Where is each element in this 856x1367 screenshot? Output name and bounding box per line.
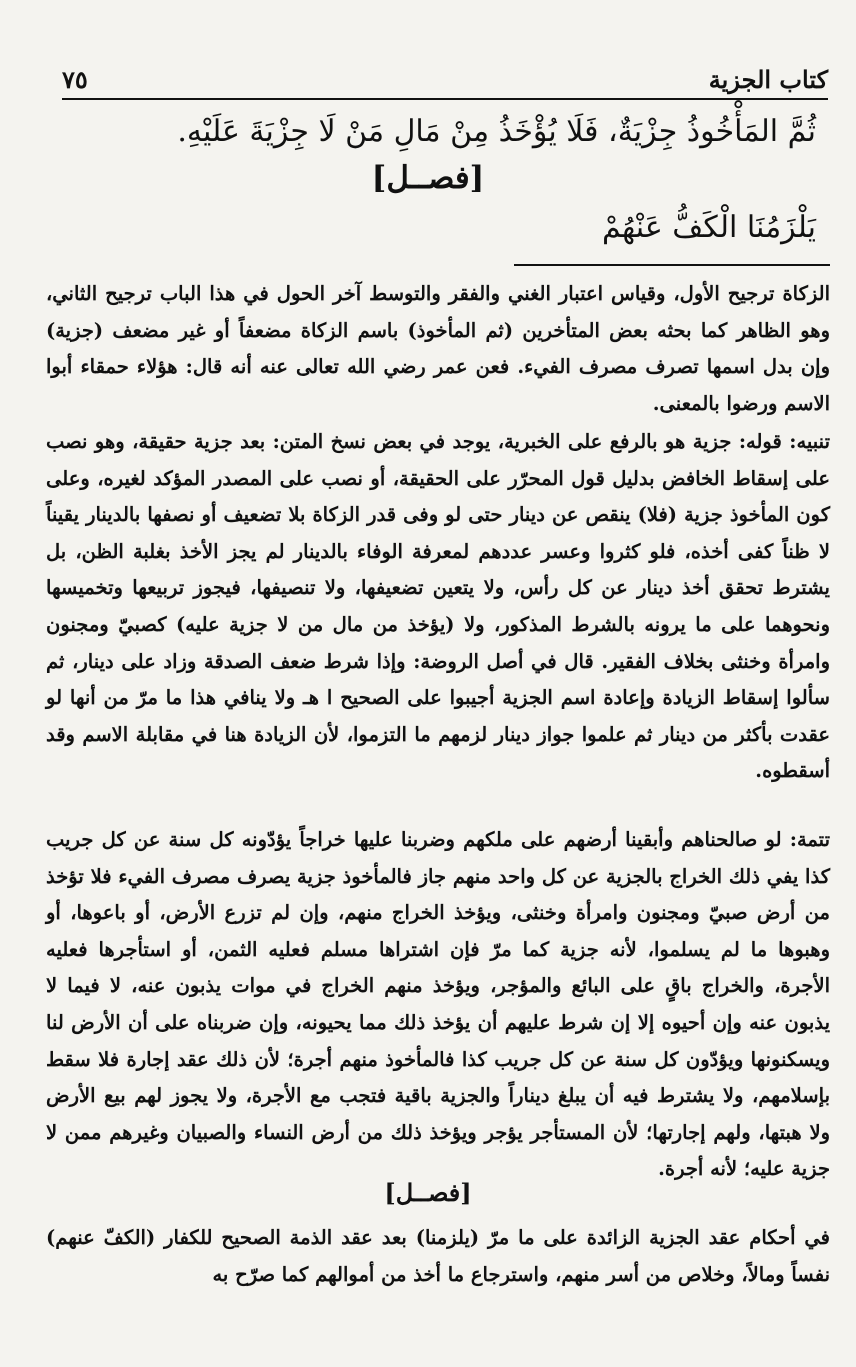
commentary-paragraph-2 <box>46 424 830 790</box>
commentary-text: تتمة: لو صالحناهم وأبقينا أرضهم على ملكهم وضربنا عليها خراجاً يؤدّونه كل سنة عن كل جريب كذا يفي ذلك الخراج بالجزية عن كل واحد منهم جاز فالمأخوذ جزية يصرف مصرف الفيء فلا تؤخذ من أرض صبيّ ومجنون وامرأة وخنثى، ويؤخذ الخراج منهم، وإن لم تزرع الأرض، أو باعوها، أو وهبوها ما لم يسلموا، لأنه جزية كما مرّ فإن اشتراها مسلم فعليه الثمن، أو استأجرها فعليه الأجرة، والخراج باقٍ على البائع والمؤجر، ويؤخذ منهم الخراج في موات يذبون عنه، لا فيما لا يذبون عنه وإن أحيوه إلا إن شرط عليهم أن يؤخذ ذلك مما يحيونه، وإن ضربناه على أن الأرض لنا ويسكنونها ويؤدّون كل سنة عن كل جريب كذا فالمأخوذ منهم أجرة؛ لأن ذلك عقد إجارة فلا سقط بإسلامهم، ولا يشترط فيه أن يبلغ ديناراً والجزية باقية فتجب مع الأجرة، ولا يجوز لهم بيع الأرض ولا هبتها، ولهم إجارتها؛ لأن المستأجر يؤجر ويؤخذ ذلك من أرض النساء والصبيان وغيرهم ممن لا جزية عليه؛ لأنه أجرة. <box>46 828 830 1181</box>
footnote-divider <box>514 264 830 266</box>
running-header <box>62 58 828 100</box>
matn-line-1: ثُمَّ المَأْخُوذُ جِزْيَةٌ، فَلَا يُؤْخَذُ مِنْ مَالِ مَنْ لَا جِزْيَةَ عَلَيْهِ. <box>177 114 816 149</box>
commentary-paragraph-3 <box>46 822 830 1188</box>
commentary-paragraph-4 <box>46 1220 830 1293</box>
commentary-text: تنبيه: قوله: جزية هو بالرفع على الخبرية، يوجد في بعض نسخ المتن: بعد جزية حقيقة، وهو نصب على إسقاط الخافض بدليل قول المحرّر على الحقيقة، أو نصب على المصدر المؤكد لغيره، وعلى كون المأخوذ جزية (فلا) ينقص عن دينار حتى لو وفى قدر الزكاة بلا تضعيف أو نصفها بالدينار يقيناً لا ظناً كفى أخذه، فلو كثروا وعسر عددهم لمعرفة الوفاء بالدينار لم يجز الأخذ بغلبة الظن، بل يشترط تحقق أخذ دينار عن كل رأس، ولا يتعين تضعيفها، ولا تنصيفها، فيجوز تربيعها وتخميسها ونحوهما على ما يرونه بالشرط المذكور، ولا (يؤخذ من مال من لا جزية عليه) كصبيّ ومجنون وامرأة وخنثى بخلاف الفقير. قال في أصل الروضة: وإذا شرط ضعف الصدقة وزاد على دينار، ثم سألوا إسقاط الزيادة وإعادة اسم الجزية أجيبوا على الصحيح ا هـ ولا ينافي هذا ما مرّ من أنها لو عقدت بأكثر من دينار ثم علموا جواز دينار لزمهم ما التزموا، لأن الزيادة هنا في مقابلة الاسم وقد أسقطوه. <box>46 430 830 783</box>
commentary-section-heading: [فصــل] <box>384 1178 472 1207</box>
commentary-text: في أحكام عقد الجزية الزائدة على ما مرّ (يلزمنا) بعد عقد الذمة الصحيح للكفار (الكفّ عنهم) نفساً ومالاً، وخلاص من أسر منهم، واسترجاع ما أخذ من أموالهم كما صرّح به <box>46 1226 830 1286</box>
commentary-paragraph-1 <box>46 276 830 422</box>
section-heading-fasl: [فصــل] <box>371 160 485 196</box>
matn-line-2: يَلْزَمُنَا الْكَفُّ عَنْهُمْ <box>601 210 816 245</box>
page-number: ٧٥ <box>62 65 88 94</box>
chapter-title: كتاب الجزية <box>708 65 828 94</box>
commentary-text: الزكاة ترجيح الأول، وقياس اعتبار الغني والفقر والتوسط آخر الحول في هذا الباب ترجيح الثاني، وهو الظاهر كما بحثه بعض المتأخرين (ثم المأخوذ) باسم الزكاة مضعفاً أو غير مضعف (جزية) وإن بدل اسمها تصرف مصرف الفيء. فعن عمر رضي الله تعالى عنه أنه قال: هؤلاء حمقاء أبوا الاسم ورضوا بالمعنى. <box>46 282 830 415</box>
